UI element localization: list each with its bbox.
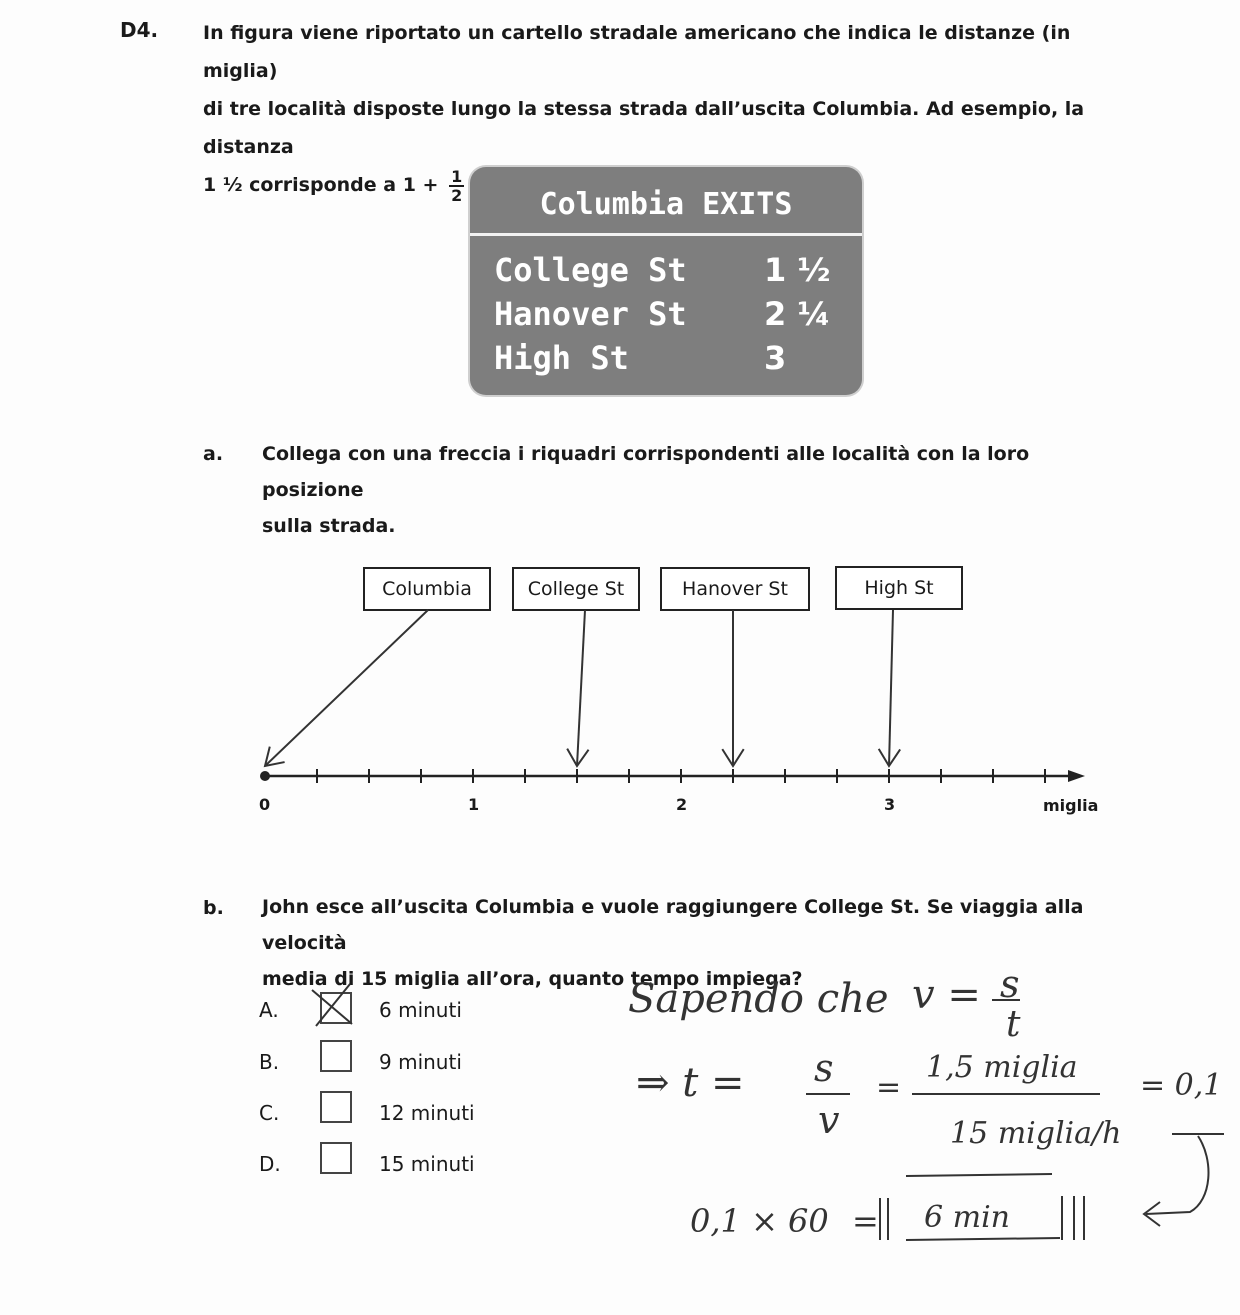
sign-row-name: College St bbox=[494, 251, 687, 289]
option-d-letter: D. bbox=[259, 1152, 281, 1176]
sign-row-distance: 2 ¼ bbox=[764, 295, 831, 333]
part-b-letter: b. bbox=[203, 897, 224, 919]
intro-line-2: di tre località disposte lungo la stessa strada dall’uscita Columbia. Ad esempio, la distanza bbox=[203, 98, 1085, 158]
part-b-line-1: John esce all’uscita Columbia e vuole raggiungere College St. Se viaggia alla velocità bbox=[262, 896, 1084, 954]
option-c-letter: C. bbox=[259, 1101, 280, 1125]
sign-row-name: High St bbox=[494, 339, 629, 377]
question-number: D4. bbox=[120, 18, 159, 42]
checkmark-cross bbox=[312, 984, 352, 1026]
option-a-letter: A. bbox=[259, 998, 279, 1022]
hw-eq-2: = bbox=[852, 1202, 879, 1240]
option-b-letter: B. bbox=[259, 1050, 280, 1074]
fraction-denominator: 2 bbox=[451, 185, 463, 205]
option-c-text: 12 minuti bbox=[379, 1101, 475, 1125]
curved-arrow-icon bbox=[1144, 1134, 1224, 1226]
hw-numerator: 1,5 miglia bbox=[926, 1050, 1078, 1085]
intro-line-3-pre: 1 ½ corrisponde a 1 + bbox=[203, 174, 439, 196]
hw-multiply: 0,1 × 60 bbox=[690, 1202, 829, 1240]
axis-label-1: 1 bbox=[468, 795, 480, 814]
sign-title: Columbia EXITS bbox=[539, 187, 793, 222]
hw-t-eq: ⇒ t = bbox=[636, 1060, 745, 1106]
answer-box bbox=[880, 1174, 1084, 1240]
axis-label-0: 0 bbox=[259, 795, 271, 814]
option-d-text: 15 minuti bbox=[379, 1152, 475, 1176]
option-b-text: 9 minuti bbox=[379, 1050, 462, 1074]
part-a-line-2: sulla strada. bbox=[262, 515, 396, 537]
fraction-numerator: 1 bbox=[451, 166, 463, 186]
hw-answer: 6 min bbox=[924, 1200, 1010, 1235]
hw-sapendo: Sapendo che bbox=[628, 976, 889, 1022]
hw-denominator: 15 miglia/h bbox=[950, 1116, 1122, 1151]
part-b-line-2: media di 15 miglia all’ora, quanto tempo impiega? bbox=[262, 968, 803, 990]
sign-row-distance: 3 bbox=[764, 339, 787, 377]
option-a-text: 6 minuti bbox=[379, 998, 462, 1022]
box-high-st[interactable]: High St bbox=[835, 566, 963, 610]
hw-result: = 0,1 bbox=[1140, 1068, 1223, 1103]
hw-s-2: s bbox=[814, 1046, 834, 1090]
hw-t: t bbox=[1006, 1004, 1021, 1045]
sign-row-distance: 1 ½ bbox=[764, 251, 831, 289]
axis-label-3: 3 bbox=[884, 795, 896, 814]
box-columbia[interactable]: Columbia bbox=[363, 567, 491, 611]
intro-line-1: In figura viene riportato un cartello stradale americano che indica le distanze (in miglia) bbox=[203, 22, 1071, 82]
hw-s: s bbox=[1000, 962, 1020, 1006]
box-college-st[interactable]: College St bbox=[512, 567, 640, 611]
part-a-line-1: Collega con una freccia i riquadri corrispondenti alle località con la loro posizione bbox=[262, 443, 1030, 501]
hw-v-2: v bbox=[818, 1098, 840, 1142]
hw-eq-1: = bbox=[876, 1070, 902, 1105]
sign-row-name: Hanover St bbox=[494, 295, 687, 333]
part-a-letter: a. bbox=[203, 443, 224, 465]
hw-v-eq: v = bbox=[912, 972, 981, 1018]
box-hanover-st[interactable]: Hanover St bbox=[660, 567, 810, 611]
axis-label-2: 2 bbox=[676, 795, 688, 814]
axis-unit-label: miglia bbox=[1043, 796, 1099, 815]
